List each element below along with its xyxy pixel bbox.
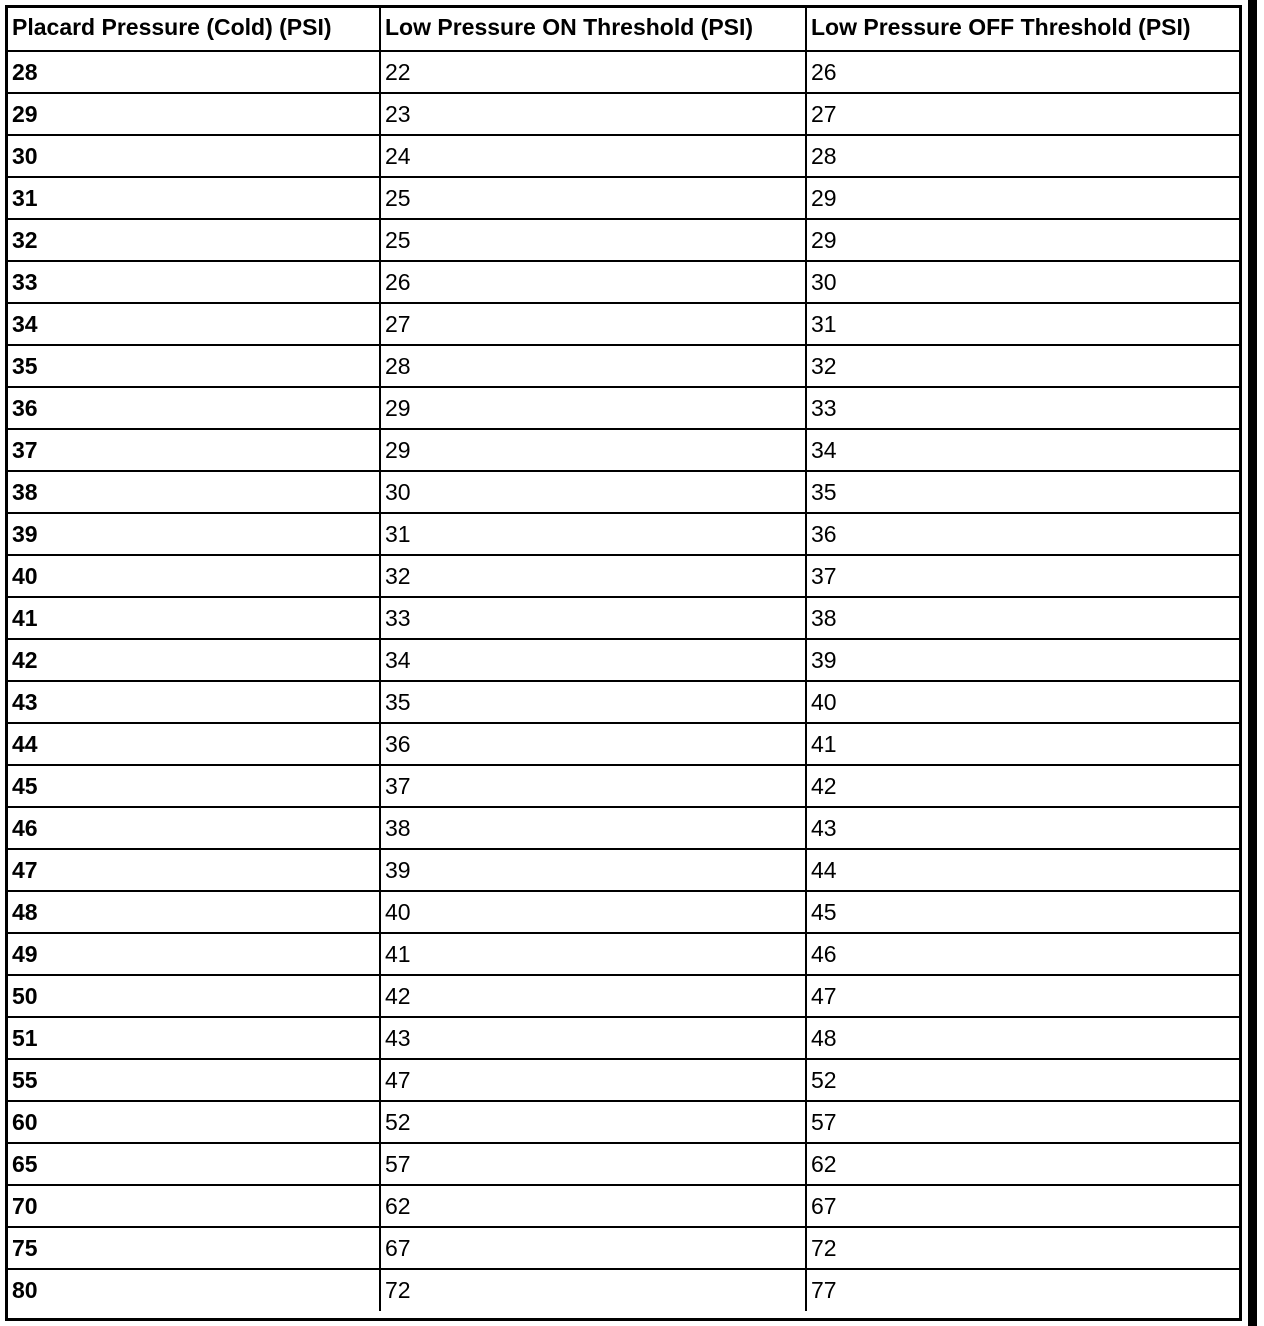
table-row — [8, 1143, 1239, 1185]
table-row — [8, 975, 1239, 1017]
table-row — [8, 681, 1239, 723]
pressure-threshold-table — [8, 8, 1239, 1311]
cell-low-pressure-on: 47 — [380, 1059, 806, 1101]
cell-low-pressure-off: 42 — [806, 765, 1239, 807]
cell-low-pressure-on: 25 — [380, 219, 806, 261]
cell-low-pressure-on: 40 — [380, 891, 806, 933]
cell-placard-pressure: 41 — [8, 597, 380, 639]
cell-low-pressure-off: 43 — [806, 807, 1239, 849]
cell-placard-pressure: 44 — [8, 723, 380, 765]
page-edge-bar — [1248, 0, 1257, 1326]
cell-low-pressure-off: 77 — [806, 1269, 1239, 1311]
table-row — [8, 51, 1239, 93]
cell-placard-pressure: 51 — [8, 1017, 380, 1059]
cell-low-pressure-on: 29 — [380, 429, 806, 471]
cell-low-pressure-on: 72 — [380, 1269, 806, 1311]
table-row — [8, 1017, 1239, 1059]
table-row — [8, 1059, 1239, 1101]
cell-low-pressure-off: 46 — [806, 933, 1239, 975]
table-row — [8, 1101, 1239, 1143]
cell-placard-pressure: 38 — [8, 471, 380, 513]
table-row — [8, 429, 1239, 471]
cell-placard-pressure: 34 — [8, 303, 380, 345]
cell-low-pressure-off: 34 — [806, 429, 1239, 471]
header-low-pressure-off: Low Pressure OFF Threshold (PSI) — [806, 8, 1239, 51]
cell-placard-pressure: 43 — [8, 681, 380, 723]
cell-low-pressure-on: 26 — [380, 261, 806, 303]
cell-placard-pressure: 80 — [8, 1269, 380, 1311]
table-row — [8, 513, 1239, 555]
cell-low-pressure-on: 67 — [380, 1227, 806, 1269]
cell-low-pressure-on: 24 — [380, 135, 806, 177]
cell-placard-pressure: 39 — [8, 513, 380, 555]
table-row — [8, 471, 1239, 513]
cell-placard-pressure: 47 — [8, 849, 380, 891]
cell-low-pressure-off: 48 — [806, 1017, 1239, 1059]
cell-low-pressure-on: 42 — [380, 975, 806, 1017]
cell-placard-pressure: 46 — [8, 807, 380, 849]
cell-low-pressure-on: 30 — [380, 471, 806, 513]
cell-low-pressure-off: 57 — [806, 1101, 1239, 1143]
cell-low-pressure-on: 28 — [380, 345, 806, 387]
table-row — [8, 723, 1239, 765]
table-row — [8, 1227, 1239, 1269]
cell-low-pressure-on: 33 — [380, 597, 806, 639]
cell-placard-pressure: 35 — [8, 345, 380, 387]
cell-placard-pressure: 37 — [8, 429, 380, 471]
cell-placard-pressure: 55 — [8, 1059, 380, 1101]
cell-placard-pressure: 32 — [8, 219, 380, 261]
table-row — [8, 1185, 1239, 1227]
cell-low-pressure-on: 32 — [380, 555, 806, 597]
table-row — [8, 135, 1239, 177]
cell-low-pressure-off: 36 — [806, 513, 1239, 555]
cell-low-pressure-on: 25 — [380, 177, 806, 219]
table-row — [8, 387, 1239, 429]
cell-low-pressure-off: 35 — [806, 471, 1239, 513]
cell-placard-pressure: 33 — [8, 261, 380, 303]
table-row — [8, 891, 1239, 933]
cell-placard-pressure: 75 — [8, 1227, 380, 1269]
table-row — [8, 555, 1239, 597]
table-row — [8, 1269, 1239, 1311]
cell-low-pressure-on: 39 — [380, 849, 806, 891]
table-row — [8, 807, 1239, 849]
cell-low-pressure-off: 47 — [806, 975, 1239, 1017]
cell-low-pressure-off: 32 — [806, 345, 1239, 387]
cell-low-pressure-off: 67 — [806, 1185, 1239, 1227]
cell-placard-pressure: 28 — [8, 51, 380, 93]
cell-low-pressure-on: 52 — [380, 1101, 806, 1143]
cell-low-pressure-off: 27 — [806, 93, 1239, 135]
cell-low-pressure-on: 62 — [380, 1185, 806, 1227]
cell-placard-pressure: 65 — [8, 1143, 380, 1185]
cell-low-pressure-on: 35 — [380, 681, 806, 723]
table-row — [8, 933, 1239, 975]
cell-low-pressure-off: 45 — [806, 891, 1239, 933]
cell-low-pressure-off: 26 — [806, 51, 1239, 93]
cell-low-pressure-off: 29 — [806, 219, 1239, 261]
cell-low-pressure-on: 23 — [380, 93, 806, 135]
cell-low-pressure-off: 39 — [806, 639, 1239, 681]
table-row — [8, 849, 1239, 891]
cell-low-pressure-off: 62 — [806, 1143, 1239, 1185]
table-row — [8, 597, 1239, 639]
cell-low-pressure-on: 43 — [380, 1017, 806, 1059]
header-low-pressure-on: Low Pressure ON Threshold (PSI) — [380, 8, 806, 51]
cell-low-pressure-off: 44 — [806, 849, 1239, 891]
cell-low-pressure-on: 34 — [380, 639, 806, 681]
cell-low-pressure-off: 38 — [806, 597, 1239, 639]
cell-placard-pressure: 70 — [8, 1185, 380, 1227]
table-body — [8, 51, 1239, 1311]
cell-low-pressure-on: 37 — [380, 765, 806, 807]
table-row — [8, 345, 1239, 387]
cell-low-pressure-on: 27 — [380, 303, 806, 345]
cell-low-pressure-on: 36 — [380, 723, 806, 765]
cell-placard-pressure: 29 — [8, 93, 380, 135]
cell-placard-pressure: 42 — [8, 639, 380, 681]
pressure-threshold-table-frame — [5, 5, 1242, 1321]
cell-low-pressure-off: 30 — [806, 261, 1239, 303]
cell-low-pressure-on: 29 — [380, 387, 806, 429]
cell-placard-pressure: 40 — [8, 555, 380, 597]
table-row — [8, 639, 1239, 681]
cell-low-pressure-on: 38 — [380, 807, 806, 849]
table-row — [8, 219, 1239, 261]
cell-low-pressure-off: 52 — [806, 1059, 1239, 1101]
cell-placard-pressure: 30 — [8, 135, 380, 177]
cell-placard-pressure: 45 — [8, 765, 380, 807]
cell-low-pressure-on: 22 — [380, 51, 806, 93]
table-header-row — [8, 8, 1239, 51]
cell-low-pressure-off: 28 — [806, 135, 1239, 177]
cell-placard-pressure: 48 — [8, 891, 380, 933]
table-row — [8, 177, 1239, 219]
cell-low-pressure-off: 40 — [806, 681, 1239, 723]
table-row — [8, 303, 1239, 345]
cell-low-pressure-off: 72 — [806, 1227, 1239, 1269]
table-row — [8, 765, 1239, 807]
cell-low-pressure-on: 41 — [380, 933, 806, 975]
table-row — [8, 93, 1239, 135]
cell-low-pressure-off: 29 — [806, 177, 1239, 219]
cell-low-pressure-off: 31 — [806, 303, 1239, 345]
cell-low-pressure-off: 41 — [806, 723, 1239, 765]
cell-placard-pressure: 31 — [8, 177, 380, 219]
header-placard-pressure: Placard Pressure (Cold) (PSI) — [8, 8, 380, 51]
cell-placard-pressure: 50 — [8, 975, 380, 1017]
cell-placard-pressure: 60 — [8, 1101, 380, 1143]
cell-placard-pressure: 49 — [8, 933, 380, 975]
cell-low-pressure-on: 57 — [380, 1143, 806, 1185]
table-row — [8, 261, 1239, 303]
cell-low-pressure-off: 37 — [806, 555, 1239, 597]
cell-low-pressure-on: 31 — [380, 513, 806, 555]
cell-low-pressure-off: 33 — [806, 387, 1239, 429]
cell-placard-pressure: 36 — [8, 387, 380, 429]
